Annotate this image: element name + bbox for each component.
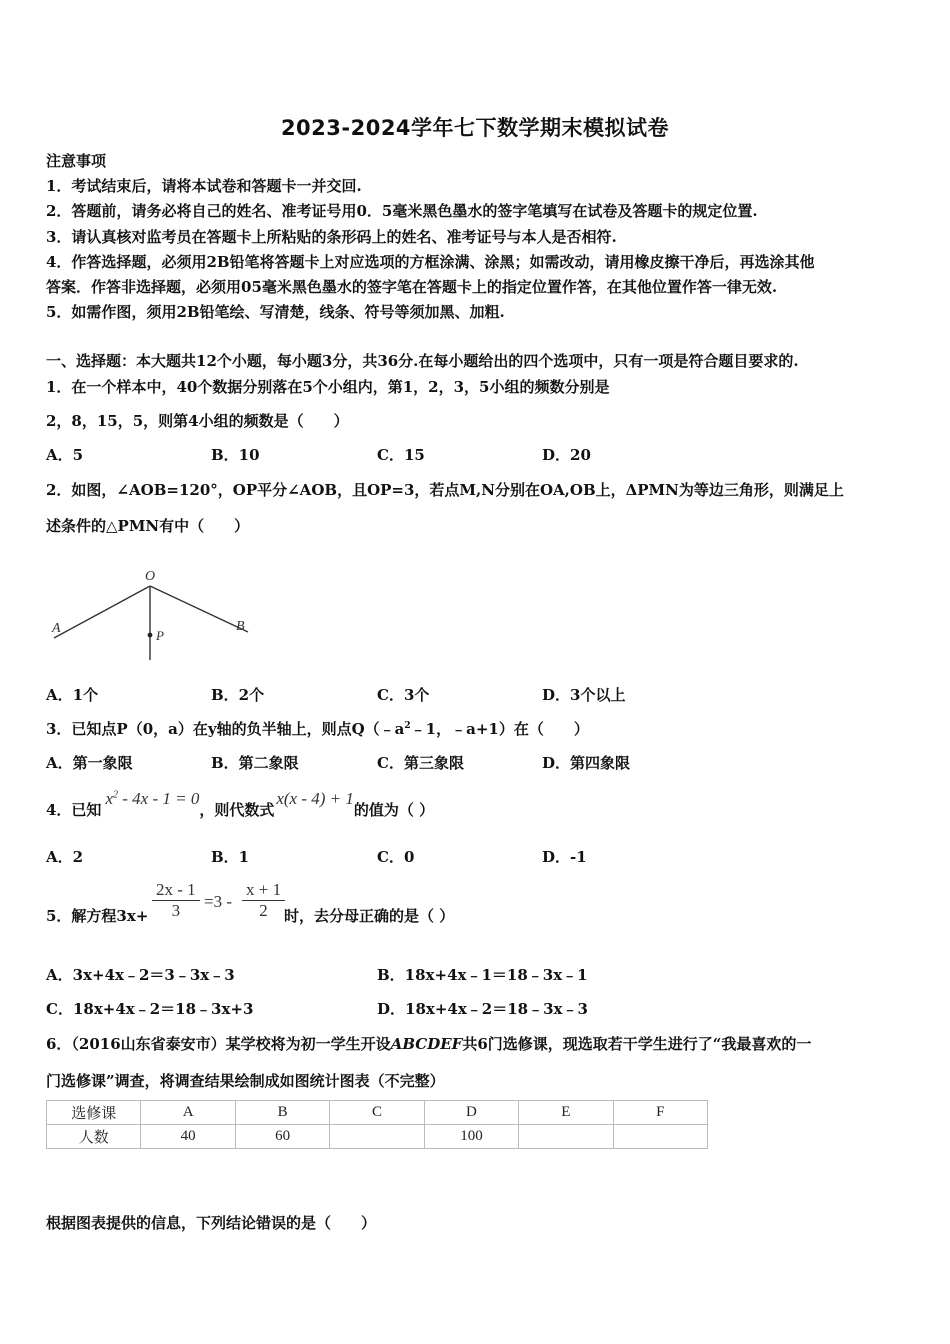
notice-item: 4．作答选择题，必须用2B铅笔将答题卡上对应选项的方框涂满、涂黑；如需改动，请用橡皮擦干净后，再选涂其他 (46, 253, 815, 271)
q1-option-a: A．5 (46, 446, 84, 464)
q1-option-d: D．20 (542, 446, 591, 464)
table-cell (613, 1125, 707, 1149)
q6-stem-line2: 门选修课”调查，将调查结果绘制成如图统计图表（不完整） (46, 1072, 445, 1090)
table-cell: B (235, 1101, 329, 1125)
table-cell: 100 (424, 1125, 518, 1149)
q2-stem-line1: 2．如图，∠AOB=120°，OP平分∠AOB，且OP=3，若点M,N分别在OA,OB上，ΔPMN为等边三角形，则满足上 (46, 481, 844, 499)
ray-ob (150, 586, 248, 632)
q4-option-c: C．0 (377, 848, 415, 866)
table-cell: F (613, 1101, 707, 1125)
notice-item: 答案．作答非选择题，必须用05毫米黑色墨水的签字笔在答题卡上的指定位置作答，在其他位置作答一律无效. (46, 278, 778, 296)
point-p (148, 633, 153, 638)
q5-fraction-2-denominator: 2 (259, 901, 268, 920)
q4-option-a: A．2 (46, 848, 84, 866)
q4-middle: ，则代数式 (199, 801, 275, 819)
q4-equation: $x^2 - 4x - 1 = 0$ (105, 789, 200, 808)
q5-equals: =3 - (204, 892, 232, 911)
q5-fraction-2-numerator: x + 1 (242, 880, 285, 901)
q1-option-b: B．10 (211, 446, 260, 464)
q1-option-c: C．15 (377, 446, 425, 464)
notice-item: 1．考试结束后，请将本试卷和答题卡一并交回. (46, 177, 362, 195)
q3-suffix: ﹣1，﹣a+1）在（ ） (410, 720, 589, 738)
q5-option-a: A．3x+4x﹣2＝3﹣3x﹣3 (46, 966, 235, 984)
notice-item: 5．如需作图，须用2B铅笔绘、写清楚，线条、符号等须加黑、加粗. (46, 303, 505, 321)
q4-expression: x(x - 4) + 1 (276, 789, 354, 808)
q4-stem (46, 788, 435, 819)
q5-option-b: B．18x+4x﹣1＝18﹣3x﹣1 (377, 966, 588, 984)
q6-stem-line3: 根据图表提供的信息，下列结论错误的是（ ） (46, 1214, 377, 1232)
ray-oa (54, 586, 150, 638)
q4-suffix: 的值为（ ） (353, 801, 435, 819)
page-title: 2023-2024学年七下数学期末模拟试卷 (280, 116, 670, 140)
q3-sup: 2 (404, 721, 411, 731)
q3-prefix: 3．已知点P（0，a）在y轴的负半轴上，则点Q（﹣a (46, 720, 405, 738)
q3-option-a: A．第一象限 (46, 754, 133, 772)
section-heading: 一、选择题：本大题共12个小题，每小题3分，共36分.在每小题给出的四个选项中，只有一项是符合题目要求的. (46, 352, 799, 370)
q6-stem-line1: 6．（2016山东省泰安市）某学校将为初一学生开设ABCDEF共6门选修课，现选取若干学生进行了“我最喜欢的一 (46, 1035, 812, 1053)
q3-option-d: D．第四象限 (542, 754, 631, 772)
table-cell: D (424, 1101, 518, 1125)
angle-figure (46, 560, 266, 670)
q1-stem-line1: 1．在一个样本中，40个数据分别落在5个小组内，第1，2，3，5小组的频数分别是 (46, 378, 610, 396)
q2-option-b: B．2个 (211, 686, 265, 704)
table-cell (330, 1125, 424, 1149)
table-cell: C (330, 1101, 424, 1125)
notice-item: 3．请认真核对监考员在答题卡上所粘贴的条形码上的姓名、准考证号与本人是否相符. (46, 228, 617, 246)
notice-heading: 注意事项 (46, 152, 107, 170)
q5-option-c: C．18x+4x﹣2＝18﹣3x+3 (46, 1000, 254, 1018)
table-cell: 人数 (47, 1125, 141, 1149)
q2-option-c: C．3个 (377, 686, 430, 704)
q5-fraction-1 (152, 880, 200, 921)
table-cell: E (519, 1101, 613, 1125)
table-cell: A (141, 1101, 235, 1125)
q6-stats-table (46, 1100, 708, 1149)
notice-item: 2．答题前，请务必将自己的姓名、准考证号用0．5毫米黑色墨水的签字笔填写在试卷及答题卡的规定位置. (46, 202, 758, 220)
q5-fraction-1-numerator: 2x - 1 (152, 880, 200, 901)
label-p: P (156, 628, 164, 643)
q2-stem-line2: 述条件的△PMN有中（ ） (46, 517, 250, 535)
table-cell: 40 (141, 1125, 235, 1149)
label-a: A (52, 621, 61, 636)
q5-fraction-2 (242, 880, 285, 921)
q4-option-d: D．-1 (542, 848, 587, 866)
q3-option-b: B．第二象限 (211, 754, 299, 772)
label-b: B (236, 619, 245, 634)
q6-courses: ABCDEF (390, 1035, 463, 1053)
q3-stem (46, 718, 589, 739)
q5-option-d: D．18x+4x﹣2＝18﹣3x﹣3 (377, 1000, 588, 1018)
q4-option-b: B．1 (211, 848, 250, 866)
q2-option-d: D．3个以上 (542, 686, 626, 704)
q3-option-c: C．第三象限 (377, 754, 464, 772)
table-row (47, 1125, 708, 1149)
q5-suffix: 时，去分母正确的是（ ） (284, 907, 455, 925)
q5-prefix: 5．解方程3x+ (46, 907, 149, 925)
q4-prefix: 4．已知 (46, 801, 102, 819)
q1-stem-line2: 2，8，15，5，则第4小组的频数是（ ） (46, 412, 349, 430)
q2-option-a: A．1个 (46, 686, 99, 704)
q5-fraction-1-denominator: 3 (171, 901, 181, 920)
table-cell: 选修课 (47, 1101, 141, 1125)
label-o: O (145, 569, 156, 584)
table-row (47, 1101, 708, 1125)
table-cell: 60 (235, 1125, 329, 1149)
table-cell (519, 1125, 613, 1149)
